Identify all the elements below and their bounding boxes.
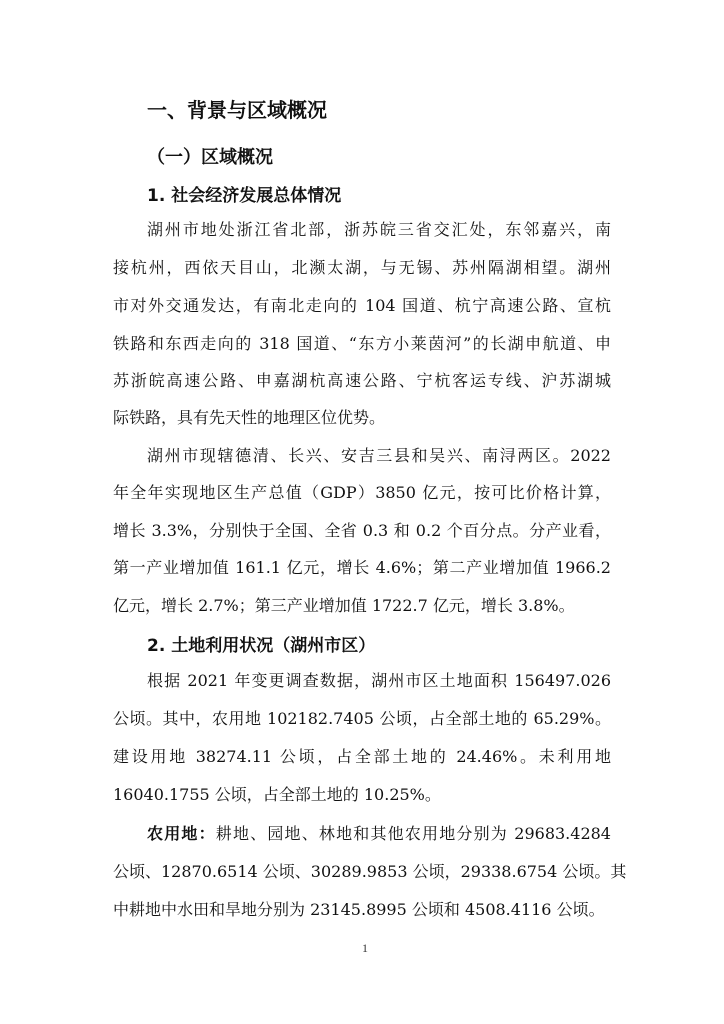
farmland-label: 农用地： <box>147 824 216 843</box>
heading-level-2: （一）区域概况 <box>147 147 273 168</box>
section-1-title: 1. 社会经济发展总体情况 <box>147 186 342 206</box>
heading-level-1: 一、背景与区域概况 <box>147 98 327 122</box>
paragraph-line: 公顷。其中，农用地 102182.7405 公顷，占全部土地的 65.29%。 <box>113 709 611 728</box>
section-2-title: 2. 土地利用状况（湖州市区） <box>147 636 376 656</box>
paragraph-line: 建设用地 38274.11 公顷，占全部土地的 24.46%。未利用地 <box>113 747 611 766</box>
page-number: 1 <box>362 941 368 955</box>
paragraph-line: 湖州市现辖德清、长兴、安吉三县和吴兴、南浔两区。2022 <box>147 446 611 465</box>
farmland-text: 耕地、园地、林地和其他农用地分别为 29683.4284 <box>215 824 611 843</box>
paragraph-line <box>147 822 611 846</box>
paragraph-line: 中耕地中水田和旱地分别为 23145.8995 公顷和 4508.4116 公顷。 <box>113 900 605 919</box>
paragraph-line: 亿元，增长 2.7%；第三产业增加值 1722.7 亿元，增长 3.8%。 <box>113 596 575 615</box>
paragraph-line: 苏浙皖高速公路、申嘉湖杭高速公路、宁杭客运专线、沪苏湖城 <box>113 371 611 390</box>
paragraph-line: 根据 2021 年变更调查数据，湖州市区土地面积 156497.026 <box>147 671 611 690</box>
paragraph-line: 湖州市地处浙江省北部，浙苏皖三省交汇处，东邻嘉兴，南 <box>147 220 611 239</box>
paragraph-line: 铁路和东西走向的 318 国道、“东方小莱茵河”的长湖申航道、申 <box>113 334 611 353</box>
paragraph-line: 第一产业增加值 161.1 亿元，增长 4.6%；第二产业增加值 1966.2 <box>113 558 611 577</box>
paragraph-line: 接杭州，西依天目山，北濒太湖，与无锡、苏州隔湖相望。湖州 <box>113 258 611 277</box>
paragraph-line: 公顷、12870.6514 公顷、30289.9853 公顷，29338.6754 公顷。其 <box>113 862 627 881</box>
paragraph-line: 际铁路，具有先天性的地理区位优势。 <box>113 408 386 427</box>
paragraph-line: 市对外交通发达，有南北走向的 104 国道、杭宁高速公路、宣杭 <box>113 296 611 315</box>
paragraph-line: 增长 3.3%，分别快于全国、全省 0.3 和 0.2 个百分点。分产业看， <box>113 521 611 540</box>
paragraph-line: 16040.1755 公顷，占全部土地的 10.25%。 <box>113 785 441 804</box>
paragraph-line: 年全年实现地区生产总值（GDP）3850 亿元，按可比价格计算， <box>113 483 611 502</box>
